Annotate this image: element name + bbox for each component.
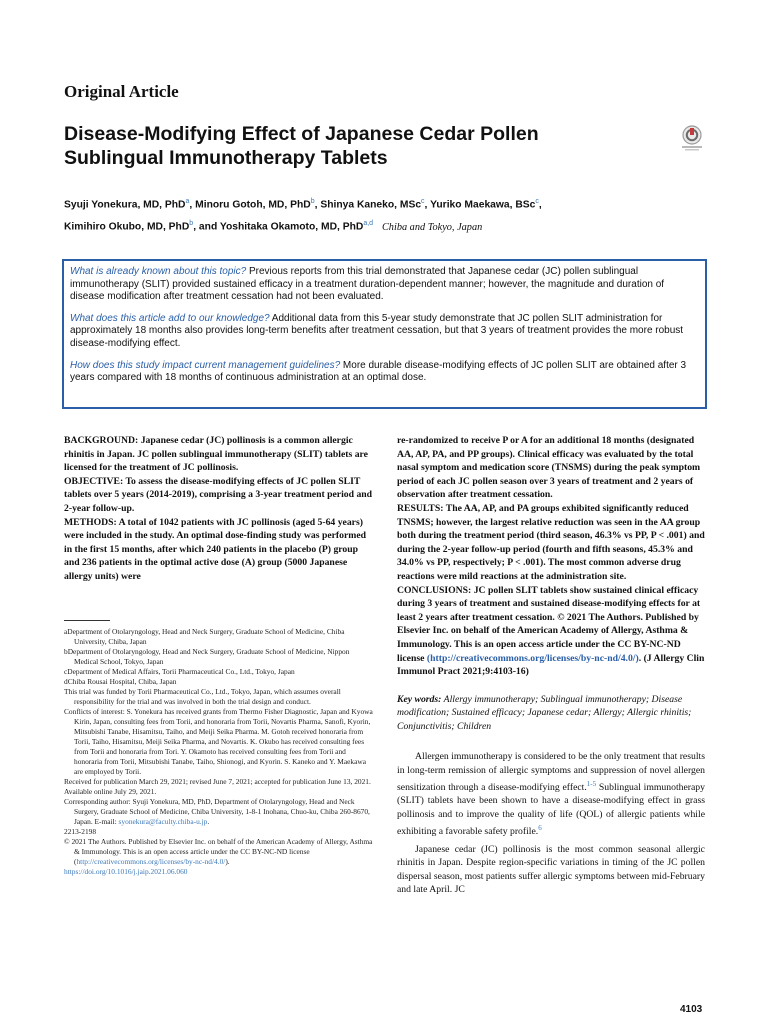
author-name: Minoru Gotoh, MD, PhD: [195, 199, 311, 211]
footnote-affiliation: cDepartment of Medical Affairs, Torii Pharmaceutical Co., Ltd., Tokyo, Japan: [64, 667, 295, 676]
keywords-label: Key words:: [397, 693, 442, 705]
footnote-affiliation: bDepartment of Otolaryngology, Head and Neck Surgery, Graduate School of Medicine, Nippon Medical School, Tokyo, Japan: [64, 647, 350, 666]
title-line-1: Disease-Modifying Effect of Japanese Cedar Pollen: [64, 123, 539, 145]
intro-text: Allergen immunotherapy is considered to be the only treatment that results in long-term remission of allergic symptoms and suppression of novel allergen sensitization through a disease-modifying effect.: [397, 751, 705, 793]
license-link[interactable]: (http://creativecommons.org/licenses/by-nc-nd/4.0/): [426, 652, 639, 664]
highlight-answer: More durable disease-modifying effects of JC pollen SLIT are obtained after 3 years compared with 18 months of continuous administration at an optimal dose.: [70, 359, 687, 384]
highlight-question: How does this study impact current management guidelines?: [70, 359, 341, 371]
abstract-column-right: [397, 434, 705, 897]
keywords-text: Allergy immunotherapy; Sublingual immunotherapy; Disease modification; Sustained efficacy; Japanese cedar; Allergy; Allergic rhinitis; Conjunctivitis; Children: [397, 693, 692, 732]
affiliation-marker[interactable]: a: [185, 198, 190, 205]
article-type: Original Article: [64, 82, 179, 101]
highlight-impact: [70, 360, 699, 385]
abstract-objective: OBJECTIVE: To assess the disease-modifying effects of JC pollen SLIT tablets over 5 years (2014-2019), comprising a 3-year treatment period and 2-year follow-up.: [64, 475, 373, 514]
corresponding-end: .: [207, 817, 210, 826]
abstract-column-left: [64, 434, 374, 584]
abstract-background: BACKGROUND: Japanese cedar (JC) pollinosis is a common allergic rhinitis in Japan. JC pollen sublingual immunotherapy (SLIT) tablets are licensed for the treatment of JC pollinosis.: [64, 435, 368, 474]
highlight-known: [70, 266, 699, 304]
author-list: Syuji Yonekura, MD, PhD$^a$, Minoru Gotoh, MD, PhD$^b$, Shinya Kaneko, MSc$^c$, Yuriko Maekawa, BSc$^c$, Kimihiro Okubo, MD, PhD$^b$, and Yoshitaka Okamoto, MD, PhD$^{a,d}$ Chiba and Tokyo, Japan: [64, 198, 542, 233]
license-link[interactable]: http://creativecommons.org/licenses/by-nc-nd/4.0/: [76, 857, 226, 866]
author-name: Kimihiro Okubo, MD, PhD: [64, 221, 190, 233]
highlight-answer: Previous reports from this trial demonstrated that Japanese cedar (JC) pollen sublingual immunotherapy (SLIT) provided sustained efficacy in a treatment duration-dependent manner; however, the magnitude and duration of disease modification after treatment cessation had not been evaluated.: [70, 266, 665, 303]
copyright-end: ).: [225, 857, 230, 866]
corresponding-text: Corresponding author: Syuji Yonekura, MD, PhD, Department of Otolaryngology, Head and Neck Surgery, Graduate School of Medicine, Chiba University, 1-8-1 Inohana, Chuo-ku, Chiba 260-8670, Japan. E-mail:: [64, 797, 370, 826]
doi-link[interactable]: https://doi.org/10.1016/j.jaip.2021.06.060: [64, 867, 188, 876]
abstract-methods-continued: re-randomized to receive P or A for an additional 18 months (designated AA, AP, PA, and PP groups). Clinical efficacy was evaluated by the total nasal symptom and medication score (TNSMS) during the peak symptom period of each JC pollen season over 3 years of treatment and 2 years of observation after treatment cessation.: [397, 435, 701, 501]
check-for-updates-icon[interactable]: [679, 124, 705, 152]
author-name: Syuji Yonekura, MD, PhD: [64, 199, 186, 211]
conclusions-text: CONCLUSIONS: JC pollen SLIT tablets show sustained clinical efficacy during 3 years of treatment and sustained disease-modifying effects for at least 2 years after treatment cessation. © 2021 The Authors. Published by Elsevier Inc. on behalf of the American Academy of Allergy, Asthma & Immunology. This is an open access article under the CC BY-NC-ND license: [397, 584, 701, 664]
footnote-affiliation: aDepartment of Otolaryngology, Head and Neck Surgery, Graduate School of Medicine, Chiba University, Chiba, Japan: [64, 627, 345, 646]
page-number: 4103: [680, 1004, 703, 1015]
footnote-divider: [64, 620, 110, 621]
affiliation-marker[interactable]: c: [421, 198, 425, 205]
article-title: [64, 122, 624, 170]
highlight-question: What does this article add to our knowledge?: [70, 312, 270, 324]
keywords: [397, 693, 705, 734]
intro-paragraph-1: [397, 750, 705, 838]
abstract-results: RESULTS: The AA, AP, and PA groups exhibited significantly reduced TNSMS; however, the largest relative reduction was seen in the AA group both during the treatment period (third season, 46.3% vs PP, P < .001) and during the 2-year follow-up period (fourth and fifth seasons, 45.3% and 34.0% vs PP, respectively; P < .001). The most common adverse drug reactions were mild reactions at the administration site.: [397, 502, 705, 582]
footnotes: [64, 627, 374, 877]
title-line-2: Sublingual Immunotherapy Tablets: [64, 147, 388, 169]
intro-text: Sublingual immunotherapy (SLIT) tablets have been shown to have a disease-modifying effect in grass pollinosis and to improve the quality of life (QOL) of allergic patients while exhibiting a favorable safety profile.: [397, 781, 705, 837]
reference-link[interactable]: 1-5: [586, 779, 597, 788]
copyright-text: © 2021 The Authors. Published by Elsevier Inc. on behalf of the American Academy of Allergy, Asthma & Immunology. This is an open access article under the CC BY-NC-ND license (: [64, 837, 373, 866]
footnote-conflicts: Conflicts of interest: S. Yonekura has received grants from Thermo Fisher Diagnostic, Japan and Kyowa Kirin, Japan, consulting fees from Torii, and honoraria from Torii, Novartis Pharma, Sanofi, Kyorin, Mitsubishi Tanabe, Hisamitsu, Taiho, and Meiji Seika Pharma. M. Gotoh received honoraria from Torii, Taiho, Hisamitsu, Meiji Seika Pharma, and Novartis. K. Okubo has received consulting fees from Torii and honoraria from Tori. Y. Okamoto has received consulting fees from Torii and honoraria from Torii, Mitsubishi Tanabe, Taiho, Shionogi, and Kyorin. S. Kaneko and Y. Maekawa are employed by Torii.: [64, 707, 373, 776]
author-name: Yuriko Maekawa, BSc: [430, 199, 536, 211]
abstract-conclusions: [397, 584, 705, 679]
affiliation-marker[interactable]: a,d: [363, 220, 374, 228]
abstract-methods: METHODS: A total of 1042 patients with JC pollinosis (aged 5-64 years) were included in the study. An optimal dose-finding study was performed in the first 15 months, after which 240 patients in the placebo (P) group and 236 patients in the optimal active dose (A) group (5000 Japanese allergy units) were: [64, 516, 367, 582]
footnote-available: Available online July 29, 2021.: [64, 787, 157, 796]
affiliation-marker[interactable]: b: [189, 220, 194, 228]
highlight-answer: Additional data from this 5-year study demonstrate that JC pollen SLIT administration for approximately 18 months also provides long-term benefits after treatment cessation, but that 3 years of treatment provides the more robust disease-modifying effect.: [70, 312, 684, 349]
reference-link[interactable]: 6: [538, 823, 542, 832]
author-name: and Yoshitaka Okamoto, MD, PhD: [198, 221, 364, 233]
author-location: Chiba and Tokyo, Japan: [381, 221, 483, 233]
footnote-copyright: [64, 837, 374, 867]
footnote-corresponding: [64, 797, 374, 827]
citation-text: . (J Allergy Clin Immunol Pract 2021;9:4103-16): [397, 652, 705, 678]
highlight-question: What is already known about this topic?: [70, 266, 247, 277]
footnote-affiliation: dChiba Rousai Hospital, Chiba, Japan: [64, 677, 177, 686]
intro-paragraph-2: Japanese cedar (JC) pollinosis is the most common seasonal allergic rhinitis in Japan. Despite region-specific variations in timing of the JC pollen dispersal season, most patients suffer allergic symptoms between mid-February and late April. JC: [397, 843, 705, 896]
highlights-box: [62, 259, 707, 409]
affiliation-marker[interactable]: c: [535, 198, 539, 205]
footnote-issn: 2213-2198: [64, 827, 97, 836]
email-link[interactable]: syonekura@faculty.chiba-u.jp: [118, 817, 208, 826]
footnote-funding: This trial was funded by Torii Pharmaceutical Co., Ltd., Tokyo, Japan, which assumes overall responsibility for the trial and was involved in both the trial design and conduct.: [64, 687, 341, 706]
highlight-adds: [70, 313, 699, 351]
author-name: Shinya Kaneko, MSc: [320, 199, 422, 211]
affiliation-marker[interactable]: b: [310, 198, 315, 205]
footnote-received: Received for publication March 29, 2021; revised June 7, 2021; accepted for publication June 13, 2021.: [64, 777, 371, 786]
